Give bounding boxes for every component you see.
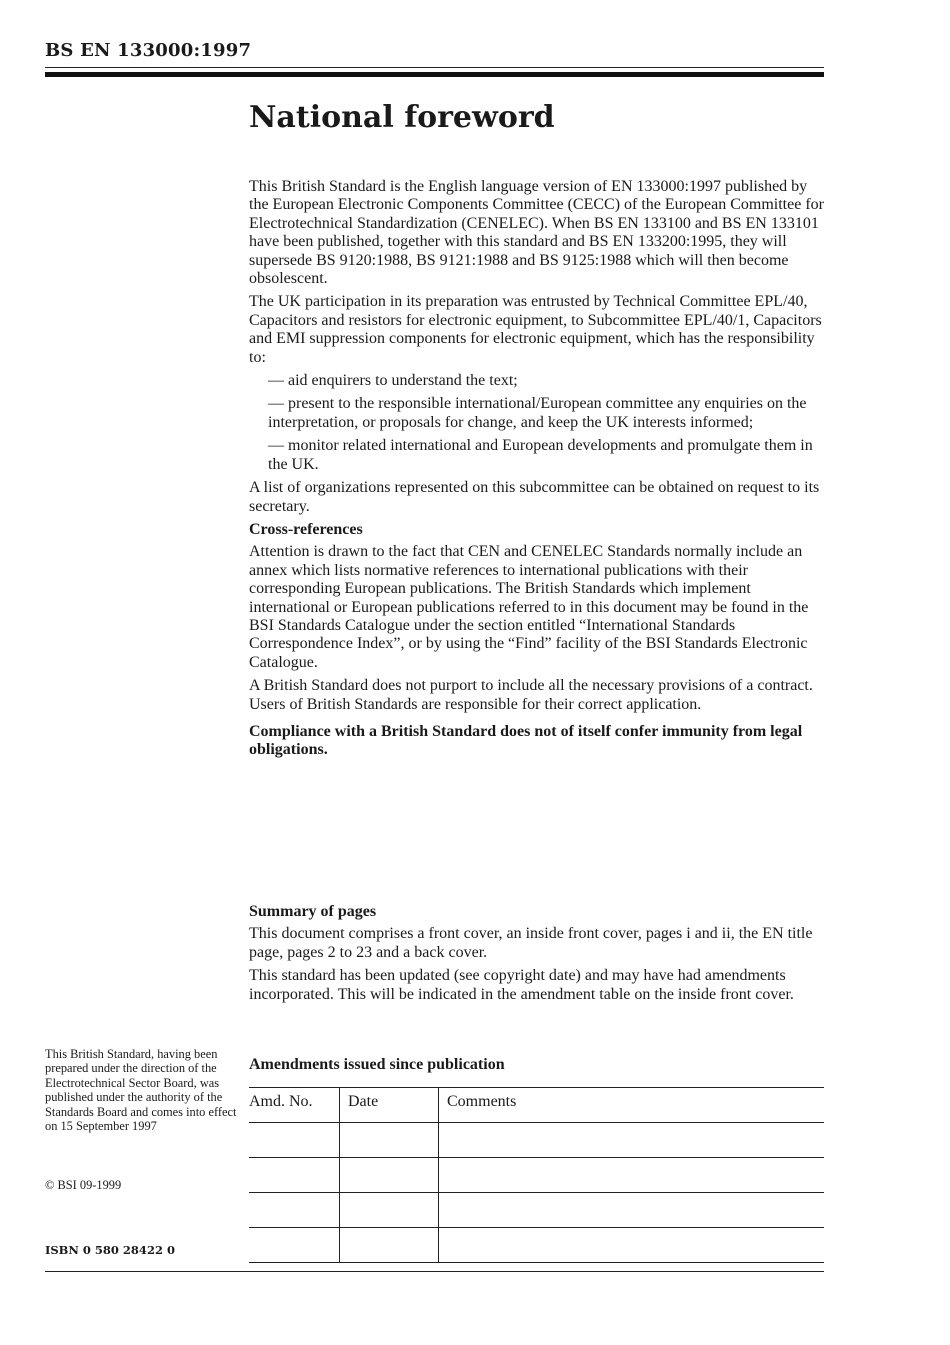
summary-heading: Summary of pages — [249, 903, 377, 920]
summary-paragraph: This standard has been updated (see copyright date) and may have had amendments incorporated. This will be indicated in the amendment table on the inside front cover. — [249, 967, 794, 1003]
foreword-paragraph: A British Standard does not purport to include all the necessary provisions of a contract. Users of British Standards are responsible for their correct application. — [249, 677, 813, 713]
foreword-paragraph: Attention is drawn to the fact that CEN and CENELEC Standards normally include an annex which lists normative references to international publications with their corresponding European publications. The British Standards which implement international or European publications referred to in this document may be found in the BSI Standards Catalogue under the section entitled “International Standards Correspondence Index”, or by using the “Find” facility of the BSI Standards Electronic Catalogue. — [249, 543, 809, 671]
footer-rule — [45, 1271, 824, 1272]
amendments-table — [249, 1087, 824, 1263]
page-title: National foreword — [249, 100, 555, 135]
copyright: © BSI 09-1999 — [45, 1178, 122, 1192]
table-cell — [249, 1123, 340, 1158]
cross-references-heading: Cross-references — [249, 520, 363, 538]
table-cell — [439, 1123, 825, 1158]
responsibility-item: — present to the responsible international/European committee any enquiries on the interpretation, or proposals for change, and keep the UK interests informed; — [268, 395, 807, 431]
table-cell — [439, 1228, 825, 1263]
isbn: ISBN 0 580 28422 0 — [45, 1243, 175, 1257]
column-header-date: Date — [340, 1088, 439, 1123]
table-row — [249, 1123, 824, 1158]
publication-note: This British Standard, having been prepared under the direction of the Electrotechnical Sector Board, was published under the authority of the Standards Board and comes into effect on 15 September 1997 — [45, 1047, 237, 1134]
table-row — [249, 1193, 824, 1228]
responsibility-item: — monitor related international and European developments and promulgate them in the UK. — [268, 437, 813, 473]
table-row — [249, 1228, 824, 1263]
column-header-comments: Comments — [439, 1088, 825, 1123]
header-rule-thin — [45, 67, 824, 68]
foreword-paragraph: A list of organizations represented on this subcommittee can be obtained on request to its secretary. — [249, 479, 820, 515]
summary-paragraph: This document comprises a front cover, an inside front cover, pages i and ii, the EN title page, pages 2 to 23 and a back cover. — [249, 925, 813, 961]
table-cell — [249, 1158, 340, 1193]
table-cell — [439, 1158, 825, 1193]
table-cell — [340, 1193, 439, 1228]
table-header-row — [249, 1088, 824, 1123]
amendments-heading: Amendments issued since publication — [249, 1056, 505, 1073]
table-cell — [249, 1228, 340, 1263]
compliance-statement: Compliance with a British Standard does not of itself confer immunity from legal obligations. — [249, 722, 803, 759]
table-cell — [340, 1228, 439, 1263]
summary-section — [249, 903, 827, 1009]
table-cell — [439, 1193, 825, 1228]
table-cell — [340, 1158, 439, 1193]
responsibility-item: — aid enquirers to understand the text; — [268, 372, 518, 390]
table-cell — [249, 1193, 340, 1228]
foreword-paragraph: The UK participation in its preparation was entrusted by Technical Committee EPL/40, Capacitors and resistors for electronic equipment, to Subcommittee EPL/40/1, Capacitors and EMI suppression components for electronic equipment, which has the responsibility to: — [249, 293, 822, 366]
foreword-body — [249, 178, 827, 765]
table-row — [249, 1158, 824, 1193]
table-cell — [340, 1123, 439, 1158]
header-rule-thick — [45, 72, 824, 77]
foreword-paragraph: This British Standard is the English language version of EN 133000:1997 published by the European Electronic Components Committee (CECC) of the European Committee for Electrotechnical Standardization (CENELEC). When BS EN 133100 and BS EN 133101 have been published, together with this standard and BS EN 133200:1995, they will supersede BS 9120:1988, BS 9121:1988 and BS 9125:1988 which will then become obsolescent. — [249, 178, 824, 288]
document-id: BS EN 133000:1997 — [45, 40, 252, 61]
column-header-amd-no: Amd. No. — [249, 1088, 340, 1123]
